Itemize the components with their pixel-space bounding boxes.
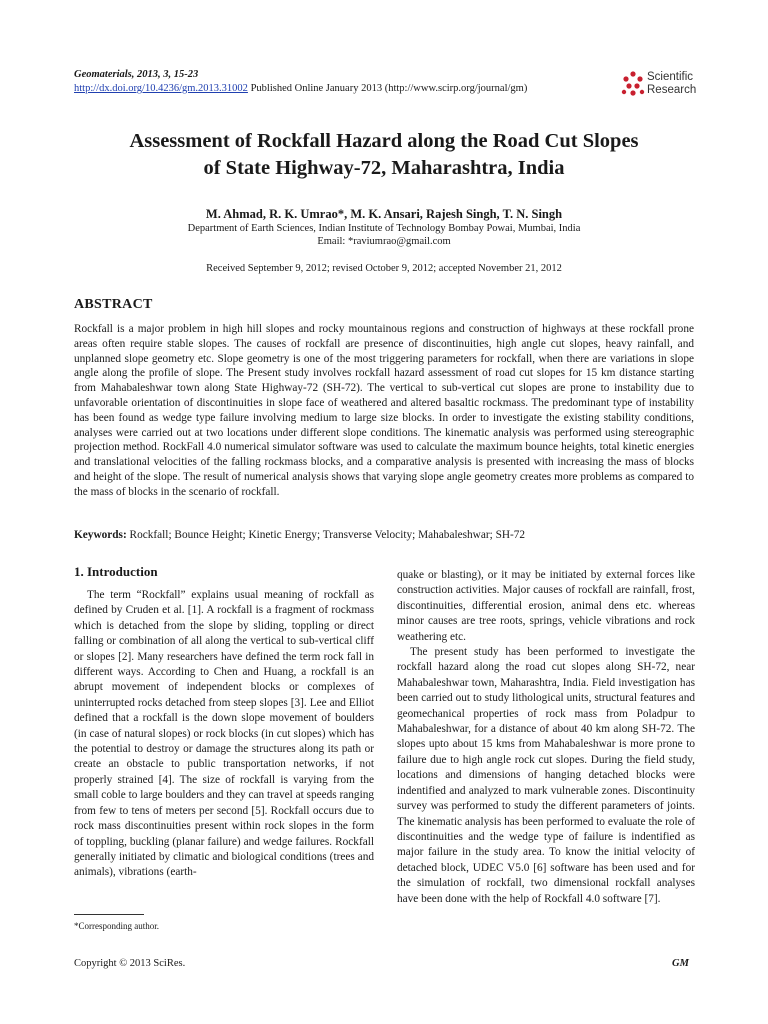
journal-header [74, 68, 697, 96]
doi-link[interactable]: http://dx.doi.org/10.4236/gm.2013.31002 [74, 83, 248, 94]
keywords [74, 528, 694, 542]
publisher-name [647, 71, 696, 97]
keywords-label: Keywords: [74, 529, 127, 541]
journal-citation [74, 68, 694, 82]
received-dates: Received September 9, 2012; revised October 9, 2012; accepted November 21, 2012 [206, 263, 562, 274]
footnote-corresponding-author: *Corresponding author. [74, 921, 159, 931]
publisher-logo-icon [620, 70, 646, 98]
authors: M. Ahmad, R. K. Umrao*, M. K. Ansari, Rajesh Singh, T. N. Singh [205, 207, 563, 221]
title-line1: Assessment of Rockfall Hazard along the Road Cut Slopes [129, 130, 639, 152]
intro-paragraph-1: The term “Rockfall” explains usual meaning of rockfall as defined by Cruden et al. [1]. A rockfall is a fragment of rockmass which is detached from the slope by sliding, toppling or direct falling or combination of all along the vertical to sub-vertical cliff or slopes [2]. Many researchers have defined the term rock fall in different ways. According to Chen and Huang, a rockfall is an abrupt movement of independent blocks or complexes of uninterrupted rocks detached from steep slopes [3]. Lee and Elliot defined that a rockfall is the down slope movement of boulders (in case of natural slopes) or rock blocks (in cut slopes) which has the potential to destroy or damage the structures along its path or create an obstacle to public transportation networks, if not properly strained [4]. The size of rockfall is varying from the small coble to large boulders and they can travel at speeds ranging from few to tens of meters per second [5]. Rockfall occurs due to rock mass discontinuities present within rock slopes in the form of toppling, buckling (planar failure) and wedge failures. Rockfall generally initiated by climatic and biological conditions (trees and animals), vibrations (earth- [74, 589, 375, 879]
journal-info: , 2013, 3, 15-23 [131, 69, 199, 80]
footnote-rule [74, 914, 144, 915]
paper-title [60, 128, 708, 182]
copyright-footer: Copyright © 2013 SciRes. [74, 958, 186, 969]
doi-line [74, 82, 697, 96]
scientific-research-logo [620, 70, 700, 102]
published-info: Published Online January 2013 (http://www.scirp.org/journal/gm) [247, 83, 528, 94]
journal-abbrev-footer: GM [672, 958, 689, 969]
publisher-line1: Scientific [647, 71, 694, 83]
affiliation: Department of Earth Sciences, Indian Institute of Technology Bombay Powai, Mumbai, India [187, 223, 581, 234]
right-column [397, 568, 695, 907]
journal-name: Geomaterials [74, 69, 132, 80]
title-line2: of State Highway-72, Maharashtra, India [203, 157, 565, 179]
publisher-line2: Research [647, 84, 697, 96]
intro-paragraph-2: The present study has been performed to investigate the rockfall hazard along the road cut slopes along SH-72, near Mahabaleshwar town, Maharashtra, India. Field investigation has been carried out to study lithological units, structural features and geomechanical properties of rock mass from Poladpur to Mahabaleshwar, for a distance of about 40 km along SH-72. The slopes upto about 15 kms from Mahabaleshwar is more prone to failure due to high angle rock cut slopes. During the field study, locations and dimensions of hanging detached blocks were indentified and analyzed to mark vulnerable zones. Discontinuity survey was performed to study the different parameters of joints. The kinematic analysis has been performed to evaluate the role of discontinuities and the wedge type of failure is indentified as major failure in the study area. To know the initial velocity of detached block, UDEC V5.0 [6] software has been used and for the simulation of rockfall, two dimensional rockfall analyses have been done with the help of Rockfall 4.0 software [7]. [397, 646, 695, 905]
section-heading-introduction: 1. Introduction [74, 564, 158, 579]
left-column [74, 588, 374, 881]
abstract-heading: ABSTRACT [74, 297, 153, 312]
abstract-text: Rockfall is a major problem in high hill slopes and rocky mountainous regions and construction of highways at these rockfall prone areas often require stable slopes. The causes of rockfall are presence of discontinuities, high angle cut slopes, heavy rainfall, and unplanned slope geometry etc. Slope geometry is one of the most triggering parameters for rockfall, when there are variations in slope angle along the profile of slope. The Present study involves rockfall hazard assessment of road cut slopes for 15 km distance starting from Mahabaleshwar town along State Highway-72 (SH-72). The vertical to sub-vertical cut slopes are prone to instability due to unfavorable orientation of discontinuities in slope face of weathered and altered basaltic rockmass. The predominant type of instability has been found as wedge type failure involving medium to large size blocks. In order to investigate the existing stability conditions, analyses were carried out at two locations under different slope conditions. The kinematic analysis was performed using stereographic projection method. RockFall 4.0 numerical simulator software was used to calculate the maximum bounce heights, total kinetic energies and translational velocities of the falling rockmass blocks, and a comparative analysis is presented with increasing the mass of blocks and height of the slope. The result of numerical analysis shows that varying slope angle geometry creates more problems as compared to the mass of blocks in the scenario of rockfall. [74, 323, 694, 498]
intro-paragraph-1-continued: quake or blasting), or it may be initiated by external forces like construction activities. Major causes of rockfall are rainfall, frost, discontinuities, differential erosion, animal dens etc. whereas minor causes are tree roots, springs, vehicle vibrations and rock weathering etc. [397, 569, 695, 643]
keywords-list: Rockfall; Bounce Height; Kinetic Energy; Transverse Velocity; Mahabaleshwar; SH-72 [126, 529, 526, 541]
author-email: Email: *raviumrao@gmail.com [317, 236, 451, 247]
